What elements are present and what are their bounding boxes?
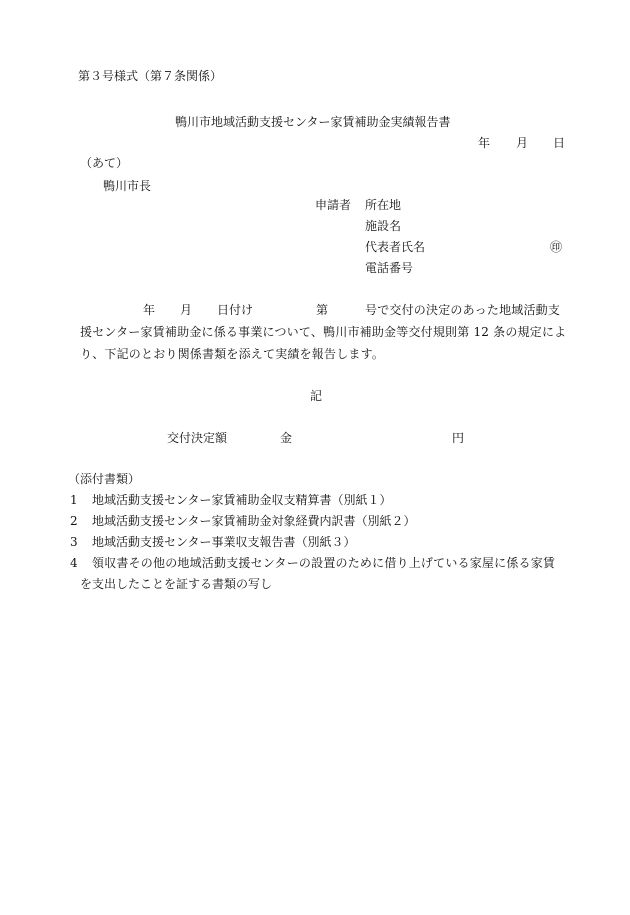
date-year: 年 [478,136,491,150]
attachment-number: 1 [70,493,78,507]
applicant-label: 申請者 [315,198,352,212]
addressee-to: （あて） [80,156,129,170]
attachment-text-continued: を支出したことを証する書類の写し [80,577,273,591]
grant-yen: 円 [452,431,465,445]
body-line2: 援センター家賃補助金に係る事業について、鴨川市補助金等交付規則第 12 条の規定によ [80,325,567,339]
body-line3: り、下記のとおり関係書類を添えて実績を報告します。 [80,347,385,361]
attachment-text: 地域活動支援センター家賃補助金対象経費内訳書（別紙２） [92,514,416,528]
date-day: 日 [553,136,566,150]
applicant-phone-label: 電話番号 [365,261,414,275]
applicant-address-label: 所在地 [365,198,402,212]
document-title: 鴨川市地域活動支援センター家賃補助金実績報告書 [175,115,451,129]
attachment-text: 領収書その他の地域活動支援センターの設置のために借り上げている家屋に係る家賃 [92,556,556,570]
body-line1-text: 号で交付の決定のあった地域活動支 [365,303,561,317]
body-number-prefix: 第 [316,303,329,317]
body-dated: 日付け [217,303,254,317]
body-month: 月 [180,303,193,317]
date-month: 月 [516,136,529,150]
grant-label: 交付決定額 [167,431,228,445]
attachment-number: 2 [70,514,78,528]
body-year: 年 [143,303,156,317]
grant-kin: 金 [280,431,293,445]
attachment-number: 3 [70,535,78,549]
ki-mark: 記 [310,389,323,403]
addressee-name: 鴨川市長 [103,179,152,193]
applicant-facility-label: 施設名 [365,219,402,233]
attachment-text: 地域活動支援センター事業収支報告書（別紙３） [92,535,356,549]
seal-mark: ㊞ [550,240,563,254]
attachment-text: 地域活動支援センター家賃補助金収支精算書（別紙１） [92,493,392,507]
form-label: 第３号様式（第７条関係） [78,69,223,83]
attachments-heading: （添付書類） [68,472,141,486]
attachment-number: 4 [70,556,78,570]
applicant-representative-label: 代表者氏名 [365,240,426,254]
